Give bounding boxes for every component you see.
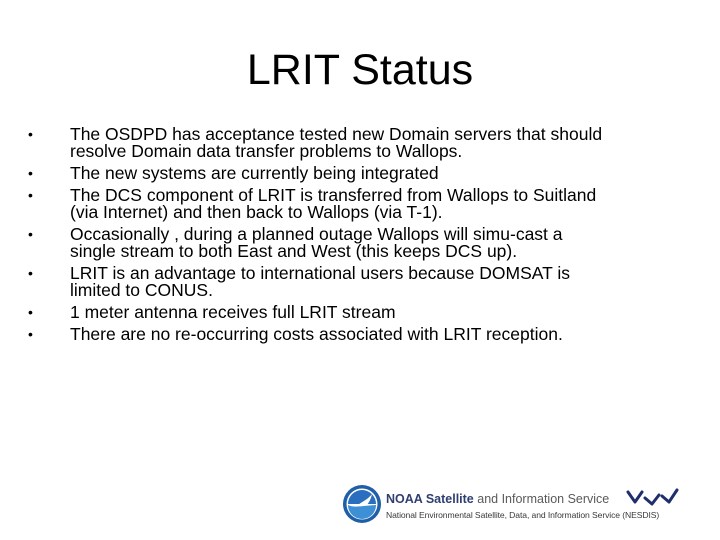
bullet-glyph: • [28, 165, 33, 181]
bullet-text-line: The new systems are currently being integrated [70, 163, 439, 183]
footer-org-name [386, 492, 609, 506]
bullet-glyph: • [28, 326, 33, 342]
bullet-text-line: There are no re-occurring costs associated with LRIT reception. [70, 324, 563, 344]
bullet-glyph: • [28, 126, 33, 142]
bullet-glyph: • [28, 304, 33, 320]
bullet-glyph: • [28, 265, 33, 281]
bullet-item [28, 265, 688, 299]
nesdis-wave-icon [626, 486, 680, 508]
bullet-text-line: 1 meter antenna receives full LRIT stream [70, 302, 396, 322]
noaa-emblem-icon [342, 484, 382, 524]
bullet-glyph: • [28, 226, 33, 242]
footer-org-name-part2: and Information Service [473, 492, 610, 506]
footer-logo-block [340, 480, 700, 530]
bullet-item [28, 326, 688, 343]
footer-org-full-name: National Environmental Satellite, Data, and Information Service (NESDIS) [386, 510, 660, 520]
bullet-text-line: single stream to both East and West (this keeps DCS up). [70, 241, 518, 261]
bullet-item [28, 187, 688, 221]
bullet-item [28, 226, 688, 260]
bullet-text-line: Occasionally , during a planned outage Wallops will simu-cast a [70, 224, 563, 244]
bullet-text-line: The OSDPD has acceptance tested new Domain servers that should [70, 124, 603, 144]
bullet-item [28, 126, 688, 160]
bullet-item [28, 304, 688, 321]
bullet-text-line: limited to CONUS. [70, 280, 213, 300]
bullet-text-line: (via Internet) and then back to Wallops (via T-1). [70, 202, 443, 222]
bullet-text-line: resolve Domain data transfer problems to Wallops. [70, 141, 463, 161]
slide-title: LRIT Status [246, 46, 474, 94]
footer-org-name-part1: NOAA Satellite [386, 492, 474, 506]
bullet-glyph: • [28, 187, 33, 203]
bullet-text-line: The DCS component of LRIT is transferred from Wallops to Suitland [70, 185, 597, 205]
bullet-text-line: LRIT is an advantage to international users because DOMSAT is [70, 263, 570, 283]
bullet-list [28, 126, 688, 348]
bullet-item [28, 165, 688, 182]
